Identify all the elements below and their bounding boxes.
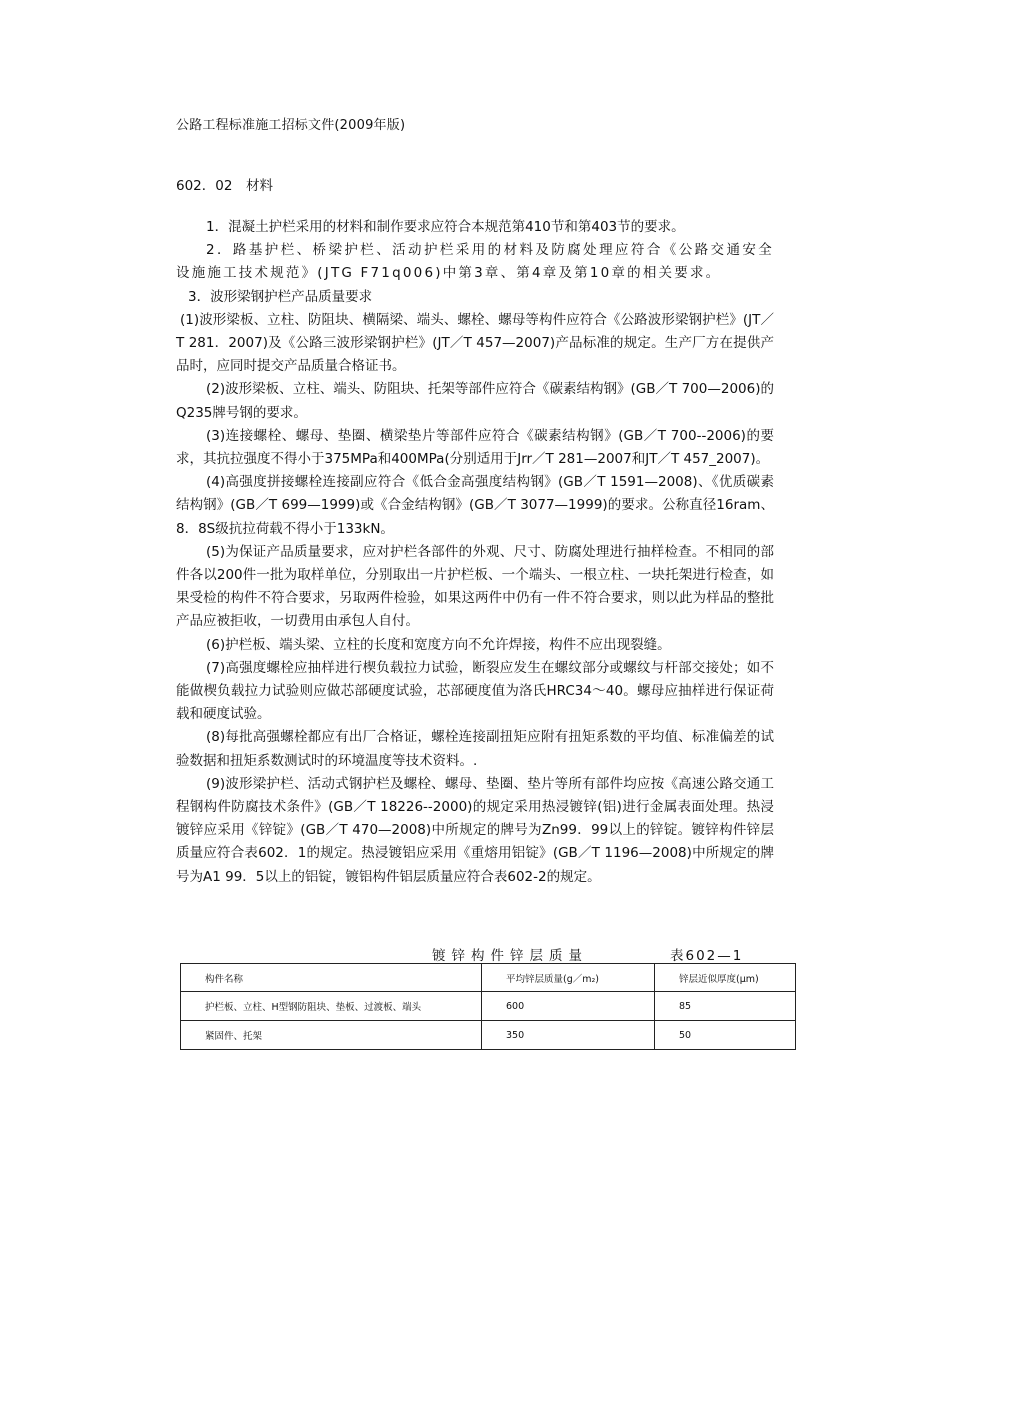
table-cell: 600 (482, 992, 655, 1021)
table-row (181, 992, 796, 1021)
paragraph: (4)高强度拼接螺栓连接副应符合《低合金高强度结构钢》(GB／T 1591—2008)、《优质碳素结构钢》(GB／T 699—1999)或《合金结构钢》(GB／T 3077—1999)的要求。公称直径16ram、8．8S级抗拉荷载不得小于133kN。 (176, 474, 774, 537)
paragraph: (8)每批高强螺栓都应有出厂合格证，螺栓连接副扭矩应附有扭矩系数的平均值、标准偏差的试验数据和扭矩系数测试时的环境温度等技术资料。. (176, 729, 774, 769)
paragraph: (6)护栏板、端头梁、立柱的长度和宽度方向不允许焊接，构件不应出现裂缝。 (206, 636, 671, 653)
table-number: 表602—1 (670, 948, 744, 964)
table-header-cell: 锌层近似厚度(μm) (655, 964, 796, 992)
section-body (176, 216, 774, 889)
table-cell: 50 (655, 1021, 796, 1050)
table-header-row (181, 964, 796, 992)
table-cell: 350 (482, 1021, 655, 1050)
paragraph: (5)为保证产品质量要求，应对护栏各部件的外观、尺寸、防腐处理进行抽样检查。不相同的部件各以200件一批为取样单位，分别取出一片护栏板、一个端头、一根立柱、一块托架进行检查，如果受检的构件不符合要求，另取两件检验，如果这两件中仍有一件不符合要求，则以此为样品的整批产品应被拒收，一切费用由承包人自付。 (176, 543, 774, 630)
paragraph: (9)波形梁护栏、活动式钢护栏及螺栓、螺母、垫圈、垫片等所有部件均应按《高速公路交通工程钢构件防腐技术条件》(GB／T 18226--2000)的规定采用热浸镀锌(铝)进行金属表面处理。热浸镀锌应采用《锌锭》(GB／T 470—2008)中所规定的牌号为Zn99．99以上的锌锭。镀锌构件锌层质量应符合表602．1的规定。热浸镀铝应采用《重熔用铝锭》(GB／T 1196—2008)中所规定的牌号为A1 99．5以上的铝锭，镀铝构件铝层质量应符合表602-2的规定。 (176, 775, 774, 885)
section-title: 602．02 材料 (176, 178, 273, 194)
zinc-layer-table (180, 963, 796, 1050)
paragraph: (1)波形梁板、立柱、防阻块、横隔梁、端头、螺栓、螺母等构件应符合《公路波形梁钢护栏》(JT／T 281．2007)及《公路三波形梁钢护栏》(JT／T 457—2007)产品标准的规定。生产厂方在提供产品时，应同时提交产品质量合格证书。 (176, 311, 774, 375)
paragraph: (2)波形梁板、立柱、端头、防阻块、托架等部件应符合《碳素结构钢》(GB／T 700—2006)的Q235牌号钢的要求。 (176, 381, 774, 421)
table-cell: 紧固件、托架 (181, 1021, 482, 1050)
paragraph: (7)高强度螺栓应抽样进行楔负载拉力试验，断裂应发生在螺纹部分或螺纹与杆部交接处；如不能做楔负载拉力试验则应做芯部硬度试验，芯部硬度值为洛氏HRC34～40。螺母应抽样进行保证荷载和硬度试验。 (176, 659, 775, 723)
table-title: 镀锌构件锌层质量 (432, 948, 588, 964)
table-header-cell: 平均锌层质量(g／m₂) (482, 964, 655, 992)
document-header: 公路工程标准施工招标文件(2009年版) (176, 118, 406, 133)
paragraph: (3)连接螺栓、螺母、垫圈、横梁垫片等部件应符合《碳素结构钢》(GB／T 700--2006)的要求，其抗拉强度不得小于375MPa和400MPa(分别适用于Jrr／T 281—2007和JT／T 457_2007)。 (176, 427, 774, 468)
table-cell: 85 (655, 992, 796, 1021)
table-header-cell: 构件名称 (181, 964, 482, 992)
paragraph: 2．路基护栏、桥梁护栏、活动护栏采用的材料及防腐处理应符合《公路交通安全设施施工技术规范》(JTG F71q006)中第3章、第4章及第10章的相关要求。 (176, 242, 774, 282)
paragraph: 1．混凝土护栏采用的材料和制作要求应符合本规范第410节和第403节的要求。 (206, 219, 685, 235)
table-cell: 护栏板、立柱、H型钢防阻块、垫板、过渡板、端头 (181, 992, 482, 1021)
table-row (181, 1021, 796, 1050)
paragraph: 3．波形梁钢护栏产品质量要求 (188, 288, 373, 305)
table-caption (432, 944, 744, 964)
